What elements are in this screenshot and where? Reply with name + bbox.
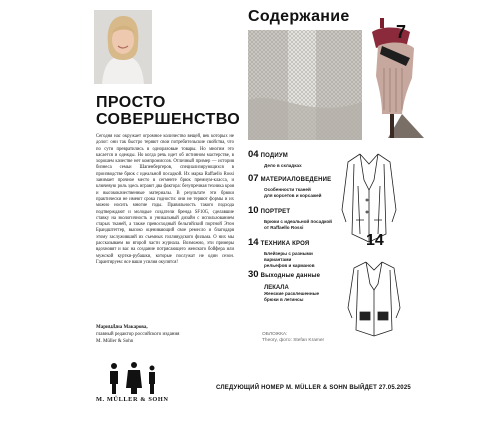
editorial-headline <box>96 94 240 128</box>
toc-description-2: от Raffaello Rossi <box>264 225 304 230</box>
toc-title: Выходные данные <box>260 273 321 279</box>
toc-item[interactable] <box>248 144 334 169</box>
editorial-body: Сегодня нас окружает огромное количество вещей, век которых не долог: они так быстро теряют свои потребительские свойства, что по сути превратились в одноразовые товары. Но многим это касается и одежды. Но когда речь идет об истинном мастерстве, в хорошем качестве нет компромиссов. Отличный пример — история бизнеса семьи Шапенбергеров, специализирующихся в производстве брюк с идеальной посадкой. Их марка Raffaello Rossi занимает прочное место в сегменте брюк премиум-класса, и ключевую роль здесь играют два фактора: безупречная техника кроя и высококачественные материалы. В результате эти брюки практически не имеют срока годности: они не теряют формы и их можно носить многие годы. Правильность такого подхода подтверждают и молодые создатели бренда SF10G, сделавшие ставку на экологичность и уникальный дизайн с использованием старых тканей, а также превосходный бельгийский портной Этон Брандштеттер, высоко оценивающий свое ремесло и благодаря этому заслуживший их съемных голливудского фильма. О них мы рассказываем во второй части журнала. Возможно, эти примеры вдохновят и вас на создание потрясающего женского бойфера или мужской куртки-рубашки, которые послужат не один сезон. Гарантируем: все ваши усилия окупятся! <box>96 134 234 265</box>
toc-page-number: 07 <box>248 173 259 184</box>
toc-item[interactable] <box>248 200 334 231</box>
toc-description-2: для корсетов и корсажей <box>264 193 322 198</box>
editor-signature <box>96 324 236 345</box>
toc-title: ЛЕКАЛА <box>264 285 289 291</box>
toc-description: Блейзеры с разными вариантами <box>264 251 313 262</box>
toc-page-number: 10 <box>248 205 259 216</box>
editor-portrait <box>94 10 152 84</box>
headline-line-2: СОВЕРШЕНСТВО <box>96 111 241 128</box>
toc-description: Брюки с идеальной посадкой <box>264 219 333 224</box>
toc-description: Особенности тканей <box>264 187 311 192</box>
toc-title: ПОРТРЕТ <box>260 209 291 215</box>
toc-item[interactable] <box>248 284 334 303</box>
toc-description: Женские расклешенные <box>264 291 320 296</box>
featured-page-number: 7 <box>396 22 407 42</box>
signature-company: M. Müller & Sohn <box>96 339 134 344</box>
toc-page-number: 30 <box>248 269 259 280</box>
caption-line-1: ОБЛОЖКА: <box>262 332 288 337</box>
cover-caption <box>262 332 324 344</box>
contents-title: Содержание <box>248 8 350 25</box>
blazer-sketch-2 <box>344 258 404 338</box>
fabric-photo <box>248 30 362 140</box>
next-issue-notice: СЛЕДУЮЩИЙ НОМЕР M. MÜLLER & SOHN ВЫЙДЕТ 27.05.2025 <box>216 385 411 391</box>
toc-title: МАТЕРИАЛОВЕДЕНИЕ <box>260 177 332 183</box>
toc-title: ТЕХНИКА КРОЯ <box>260 241 310 247</box>
caption-line-2: Theory, фото: Stefan Kramer <box>262 338 325 343</box>
sketch-page-number: 14 <box>366 232 384 249</box>
toc-page-number: 04 <box>248 149 259 160</box>
toc-item[interactable] <box>248 264 334 282</box>
toc-page-number: 14 <box>248 237 259 248</box>
toc-description: Дело в складках <box>264 163 302 168</box>
signature-name: Мариանна Макарова, <box>96 325 148 330</box>
toc-item[interactable] <box>248 168 334 199</box>
publisher-logo-text: M. MÜLLER & SOHN <box>96 396 169 403</box>
signature-role: главный редактор российского издания <box>96 332 180 337</box>
headline-line-1: ПРОСТО <box>96 94 166 111</box>
toc-description-2: рельефов и карманов <box>264 263 315 268</box>
toc-title: ПОДИУМ <box>260 153 288 159</box>
toc-description-2: брюки в легинсы <box>264 297 304 302</box>
